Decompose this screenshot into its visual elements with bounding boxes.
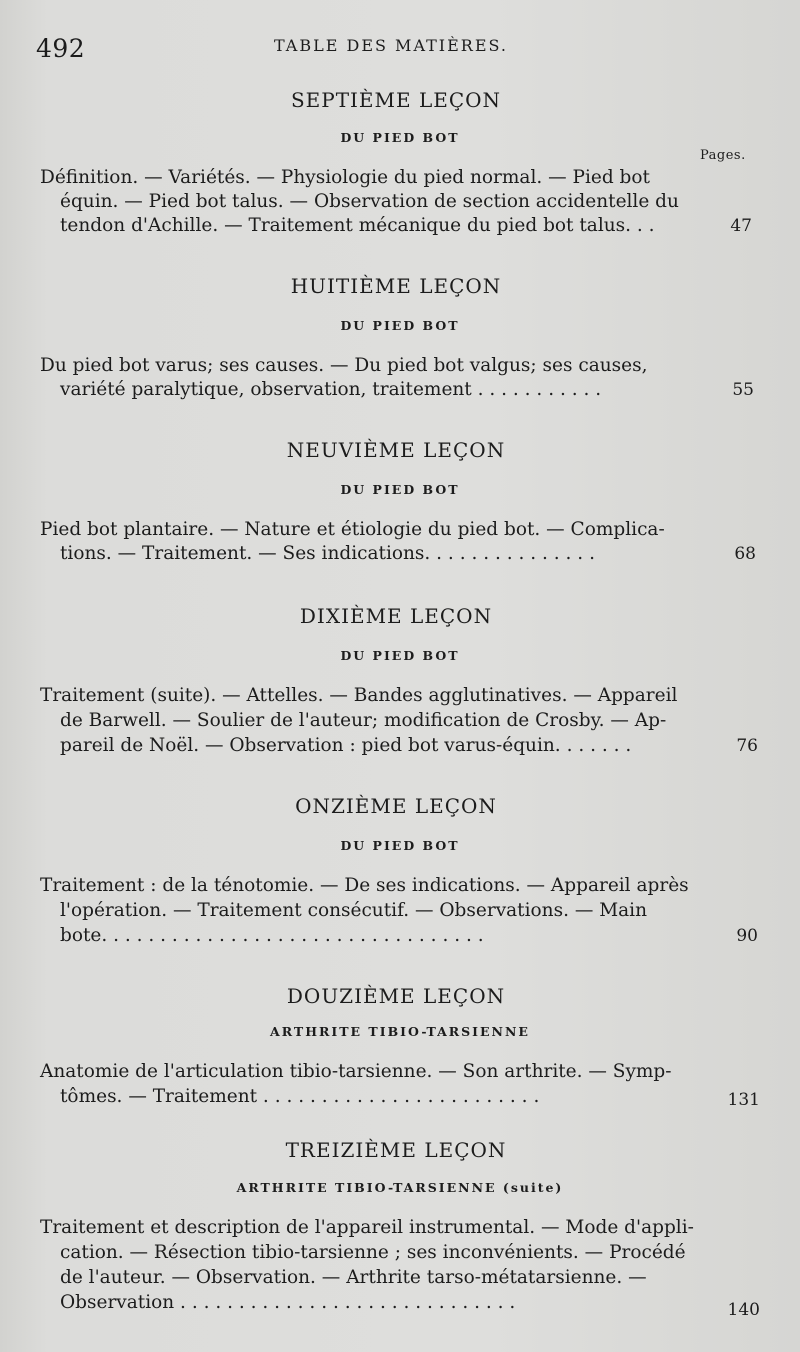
entry-line: l'opération. — Traitement consécutif. — Observations. — Main <box>60 900 648 921</box>
entry-line: tendon d'Achille. — Traitement mécanique du pied bot talus. . . <box>60 215 655 236</box>
lesson-title: ONZIÈME LEÇON <box>295 794 497 818</box>
lesson-subtitle: DU PIED BOT <box>340 838 460 853</box>
entry-line: Anatomie de l'articulation tibio-tarsienne. — Son arthrite. — Symp- <box>40 1061 672 1082</box>
running-title: TABLE DES MATIÈRES. <box>274 36 508 55</box>
lesson-subtitle: ARTHRITE TIBIO-TARSIENNE (suite) <box>236 1180 564 1195</box>
page-reference: 55 <box>732 380 754 400</box>
entry-line: Du pied bot varus; ses causes. — Du pied bot valgus; ses causes, <box>40 355 648 376</box>
lesson-title: TREIZIÈME LEÇON <box>285 1138 507 1162</box>
lesson-subtitle: DU PIED BOT <box>340 648 460 663</box>
entry-line: Observation . . . . . . . . . . . . . . . . . . . . . . . . . . . . . <box>60 1292 516 1313</box>
entry-line: tômes. — Traitement . . . . . . . . . . . . . . . . . . . . . . . . <box>60 1086 540 1107</box>
entry-line: Traitement : de la ténotomie. — De ses indications. — Appareil après <box>40 875 689 896</box>
page-reference: 47 <box>730 216 752 236</box>
page-reference: 76 <box>736 736 758 756</box>
lesson-title: HUITIÈME LEÇON <box>290 274 502 298</box>
entry-line: Définition. — Variétés. — Physiologie du pied normal. — Pied bot <box>40 167 650 188</box>
lesson-title: SEPTIÈME LEÇON <box>290 88 502 112</box>
entry-line: cation. — Résection tibio-tarsienne ; ses inconvénients. — Procédé <box>60 1242 686 1263</box>
lesson-subtitle: DU PIED BOT <box>340 318 460 333</box>
entry-line: variété paralytique, observation, traitement . . . . . . . . . . . <box>60 379 602 400</box>
page-number: 492 <box>36 34 86 63</box>
page-reference: 131 <box>727 1090 760 1110</box>
lesson-subtitle: DU PIED BOT <box>340 130 460 145</box>
page-reference: 140 <box>727 1300 760 1320</box>
entry-line: équin. — Pied bot talus. — Observation de section accidentelle du <box>60 191 679 212</box>
entry-line: Traitement (suite). — Attelles. — Bandes agglutinatives. — Appareil <box>40 685 678 706</box>
pages-column-label: Pages. <box>700 148 746 163</box>
page-reference: 68 <box>734 544 756 564</box>
entry-line: Pied bot plantaire. — Nature et étiologie du pied bot. — Complica- <box>40 519 665 540</box>
entry-line: bote. . . . . . . . . . . . . . . . . . . . . . . . . . . . . . . . . <box>60 925 484 946</box>
entry-line: pareil de Noël. — Observation : pied bot varus-équin. . . . . . . <box>60 735 632 756</box>
running-head <box>36 30 760 66</box>
entry-line: tions. — Traitement. — Ses indications. . . . . . . . . . . . . . . <box>60 543 595 564</box>
entry-line: Traitement et description de l'appareil instrumental. — Mode d'appli- <box>40 1217 694 1238</box>
entry-line: de Barwell. — Soulier de l'auteur; modification de Crosby. — Ap- <box>60 710 667 731</box>
lesson-subtitle: ARTHRITE TIBIO-TARSIENNE <box>270 1024 530 1039</box>
lesson-title: NEUVIÈME LEÇON <box>286 438 506 462</box>
lesson-title: DOUZIÈME LEÇON <box>286 984 506 1008</box>
entry-line: de l'auteur. — Observation. — Arthrite tarso-métatarsienne. — <box>60 1267 647 1288</box>
lesson-title: DIXIÈME LEÇON <box>299 604 493 628</box>
page-reference: 90 <box>736 926 758 946</box>
lesson-subtitle: DU PIED BOT <box>340 482 460 497</box>
